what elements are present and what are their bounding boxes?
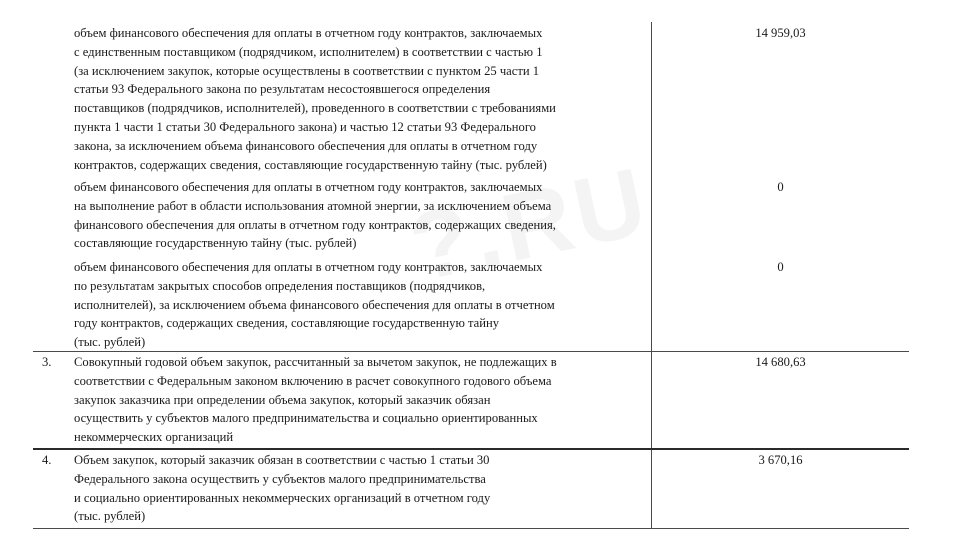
row-divider (33, 448, 909, 450)
description-line: контрактов, содержащих сведения, составляющие государственную тайну (тыс. рублей) (74, 157, 547, 172)
row-description (74, 178, 648, 253)
row-value: 14 680,63 (755, 355, 806, 369)
description-line: закона, за исключением объема финансового обеспечения для оплаты в отчетном году (74, 138, 538, 153)
row-description (74, 24, 648, 174)
row-description (74, 451, 648, 526)
description-line: (тыс. рублей) (74, 335, 146, 350)
description-line: году контрактов, содержащих сведения, составляющие государственную тайну (74, 316, 500, 331)
description-line: Федерального закона осуществить у субъектов малого предпринимательства (74, 471, 486, 486)
description-line: некоммерческих организаций (74, 430, 234, 445)
description-line: поставщиков (подрядчиков, исполнителей), проведенного в соответствии с требованиями (74, 101, 556, 116)
description-line: финансового обеспечения для оплаты в отчетном году контрактов, содержащих сведения, (74, 217, 556, 232)
description-line: соответствии с Федеральным законом включению в расчет совокупного годового объема (74, 373, 552, 388)
row-value: 14 959,03 (755, 26, 806, 40)
description-line: Совокупный годовой объем закупок, рассчитанный за вычетом закупок, не подлежащих в (74, 355, 557, 369)
table-bottom-border (33, 528, 909, 529)
row-value: 0 (777, 180, 784, 194)
description-line: объем финансового обеспечения для оплаты в отчетном году контрактов, заключаемых (74, 180, 543, 194)
description-line: исполнителей), за исключением объема финансового обеспечения для оплаты в отчетном (74, 297, 555, 312)
row-value: 0 (777, 260, 784, 274)
row-description (74, 353, 648, 447)
row-number: 4. (42, 453, 52, 467)
description-line: на выполнение работ в области использования атомной энергии, за исключением объема (74, 198, 552, 213)
description-line: объем финансового обеспечения для оплаты в отчетном году контрактов, заключаемых (74, 260, 543, 274)
description-line: Объем закупок, который заказчик обязан в соответствии с частью 1 статьи 30 (74, 453, 490, 467)
description-line: пункта 1 части 1 статьи 30 Федерального закона) и частью 12 статьи 93 Федерального (74, 119, 536, 134)
description-line: статьи 93 Федерального закона по результатам несостоявшегося определения (74, 82, 491, 97)
description-line: осуществить у субъектов малого предпринимательства и социально ориентированных (74, 411, 538, 426)
description-line: по результатам закрытых способов определения поставщиков (подрядчиков, (74, 278, 486, 293)
row-value: 3 670,16 (758, 453, 803, 467)
description-line: объем финансового обеспечения для оплаты в отчетном году контрактов, заключаемых (74, 26, 543, 40)
description-line: (тыс. рублей) (74, 509, 146, 524)
description-line: закупок заказчика при определении объема закупок, который заказчик обязан (74, 392, 491, 407)
row-number: 3. (42, 355, 52, 369)
row-description (74, 258, 648, 352)
description-line: (за исключением закупок, которые осуществлены в соответствии с пунктом 25 части 1 (74, 63, 540, 78)
row-divider (33, 351, 909, 352)
description-line: с единственным поставщиком (подрядчиком, исполнителем) в соответствии с частью 1 (74, 44, 543, 59)
description-line: и социально ориентированных некоммерческих организаций в отчетном году (74, 490, 491, 505)
description-line: составляющие государственную тайну (тыс. рублей) (74, 236, 357, 251)
